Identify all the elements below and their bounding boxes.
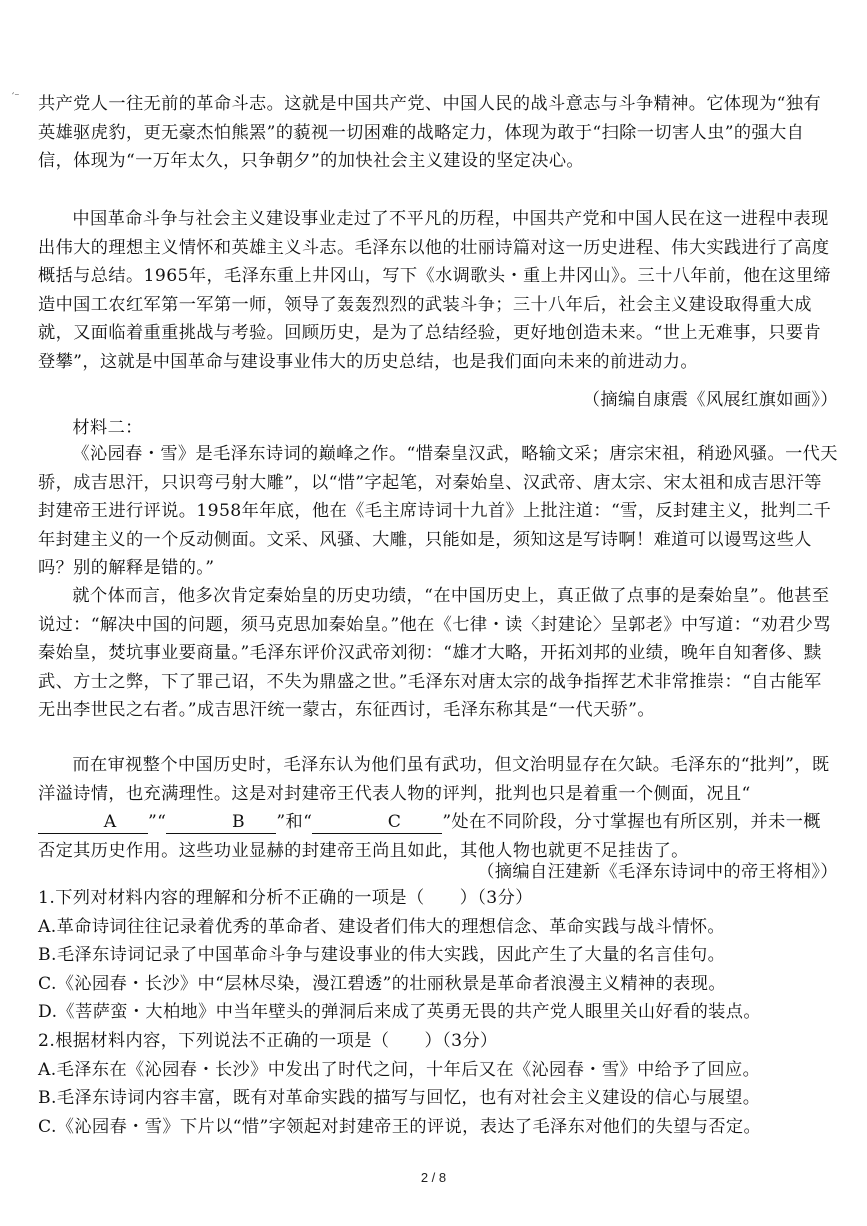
paragraph-text: 共产党人一往无前的革命斗志。这就是中国共产党、中国人民的战斗意志与斗争精神。它体现为“独有英雄驱虎豹，更无豪杰怕熊罴”的藐视一切困难的战略定力，体现为敢于“扫除一切害人虫”的强大自信，体现为“一万年太久，只争朝夕”的加快社会主义建设的坚定决心。	[38, 94, 822, 172]
material-two-paragraph-1	[38, 440, 838, 583]
paragraph-text: 就个体而言，他多次肯定秦始皇的历史功绩，“在中国历史上，真正做了点事的是秦始皇”。他甚至说过：“解决中国的问题，须马克思加秦始皇。”他在《七律・读〈封建论〉呈郭老》中写道：“劝君少骂秦始皇，焚坑事业要商量。”毛泽东评价汉武帝刘彻：“雄才大略，开拓刘邦的业绩，晚年自知奢侈、黩武、方士之弊，下了罪己诏，不失为鼎盛之世。”毛泽东对唐太宗的战争指挥艺术非常推崇：“自古能军无出李世民之右者。”成吉思汗统一蒙古，东征西讨，毛泽东称其是“一代天骄”。	[38, 586, 831, 721]
material-two-paragraph-3	[38, 751, 838, 865]
question-1-option-a: A.革命诗词往往记录着优秀的革命者、建设者们伟大的理想信念、革命实践与战斗情怀。	[38, 916, 726, 937]
question-block	[38, 884, 838, 1141]
question-2-option-a: A.毛泽东在《沁园春・长沙》中发出了时代之问，十年后又在《沁园春・雪》中给予了回应。	[38, 1059, 761, 1080]
paragraph-segment: ”处在不同阶段，分寸掌握也有所区别，并未一概否定其历史作用。这些功业显赫的封建帝王尚且如此，其他人物也就更不足挂齿了。	[38, 812, 821, 861]
scan-mark: ′⁻	[12, 92, 20, 103]
question-2-option-c: C.《沁园春・雪》下片以“惜”字领起对封建帝王的评说，表达了毛泽东对他们的失望与否定。	[38, 1116, 762, 1137]
material-one-paragraph-2	[38, 205, 838, 377]
page-number: 2 / 8	[420, 1170, 447, 1185]
paragraph-text: 《沁园春・雪》是毛泽东诗词的巅峰之作。“惜秦皇汉武，略输文采；唐宗宋祖，稍逊风骚。一代天骄，成吉思汗，只识弯弓射大雕”，以“惜”字起笔，对秦始皇、汉武帝、唐太宗、宋太祖和成吉思汗等封建帝王进行评说。1958年年底，他在《毛主席诗词十九首》上批注道：“雪，反封建主义，批判二千年封建主义的一个反动侧面。文采、风骚、大雕，只能如是，须知这是写诗啊！难道可以谩骂这些人吗？别的解释是错的。”	[38, 444, 838, 579]
material-two-label	[38, 414, 838, 443]
question-2-stem: 2.根据材料内容，下列说法不正确的一项是（ ）（3分）	[38, 1030, 498, 1051]
question-1-stem: 1.下列对材料内容的理解和分析不正确的一项是（ ）（3分）	[38, 888, 533, 908]
question-1-option-d: D.《菩萨蛮・大柏地》中当年壁头的弹洞后来成了英勇无畏的共产党人眼里关山好看的装点。	[38, 1002, 761, 1023]
material-two-paragraph-2	[38, 582, 838, 725]
paragraph-segment: 而在审视整个中国历史时，毛泽东认为他们虽有武功，但文治明显存在欠缺。毛泽东的“批判”，既洋溢诗情，也充满理性。这是对封建帝王代表人物的评判，批判也只是着重一个侧面，况且“	[38, 755, 830, 804]
paragraph-segment: ”“	[148, 812, 167, 833]
material-one-paragraph-1	[38, 90, 838, 176]
material-one-source	[38, 386, 838, 415]
question-1-option-c: C.《沁园春・长沙》中“层林尽染，漫江碧透”的壮丽秋景是革命者浪漫主义精神的表现。	[38, 973, 726, 994]
source-citation: （摘编自汪建新《毛泽东诗词中的帝王将相》）	[477, 862, 838, 882]
paragraph-segment: ”和“	[276, 812, 313, 833]
blank-a: A	[38, 811, 148, 834]
question-2-option-b: B.毛泽东诗词内容丰富，既有对革命实践的描写与回忆，也有对社会主义建设的信心与展望。	[38, 1088, 761, 1109]
paragraph-text	[38, 751, 838, 865]
section-heading: 材料二：	[72, 418, 143, 438]
source-citation: （摘编自康震《风展红旗如画》）	[582, 390, 838, 410]
blank-c: C	[312, 811, 442, 834]
material-two-source	[38, 858, 838, 887]
blank-b: B	[166, 811, 276, 834]
paragraph-text: 中国革命斗争与社会主义建设事业走过了不平凡的历程，中国共产党和中国人民在这一进程中表现出伟大的理想主义情怀和英雄主义斗志。毛泽东以他的壮丽诗篇对这一历史进程、伟大实践进行了高度概括与总结。1965年，毛泽东重上井冈山，写下《水调歌头・重上井冈山》。三十八年前，他在这里缔造中国工农红军第一军第一师，领导了轰轰烈烈的武装斗争；三十八年后，社会主义建设取得重大成就，又面临着重重挑战与考验。回顾历史，是为了总结经验，更好地创造未来。“世上无难事，只要肯登攀”，这就是中国革命与建设事业伟大的历史总结，也是我们面向未来的前进动力。	[38, 209, 832, 372]
question-1-option-b: B.毛泽东诗词记录了中国革命斗争与建设事业的伟大实践，因此产生了大量的名言佳句。	[38, 945, 726, 966]
